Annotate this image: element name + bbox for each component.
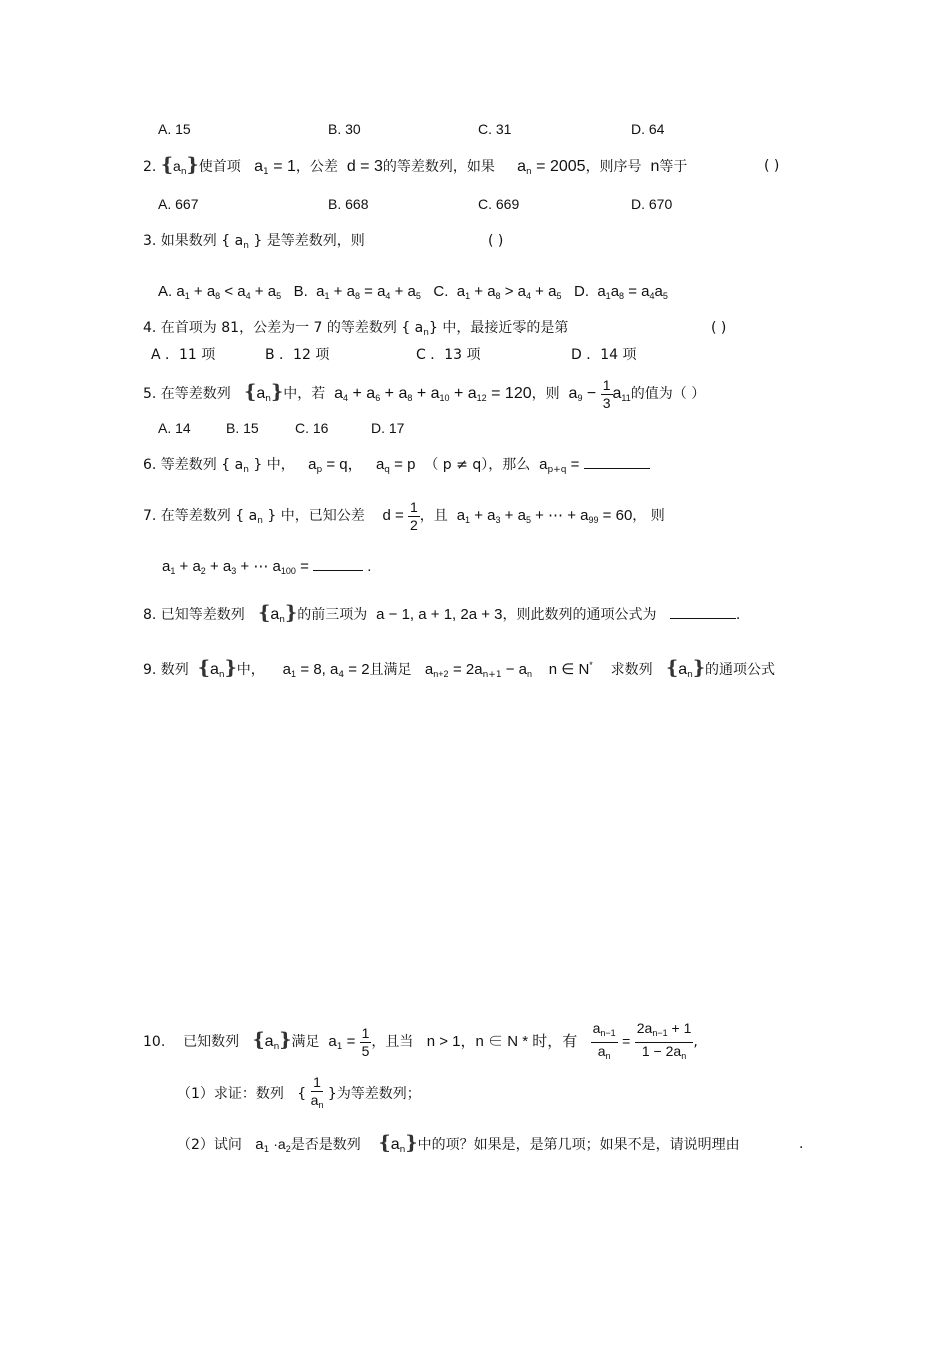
q6-stem: 6. 等差数列 { $a_n$ } 中， $a_p = q$， $a_q = p$ （ p ≠ q），那么 $a_{p+q}$ =	[143, 454, 650, 480]
q8-answer-blank[interactable]	[670, 604, 736, 619]
q2-answer-paren: ( )	[764, 158, 780, 174]
q2-option-d: D. 670	[631, 196, 673, 212]
q4-answer-paren: ( )	[711, 320, 727, 336]
q3-option-d: D. $a_1a_8 = a_4a_5$	[573, 283, 668, 301]
q8-stem: 8. 已知等差数列 $\{a_n\}$的前三项为 a − 1, a + 1, 2a + 3，则此数列的通项公式为 .	[143, 602, 741, 625]
q10-part1: （1）求证：数列 { $\frac{1}{a_n}$ }为等差数列；	[177, 1072, 421, 1116]
q7-answer-blank[interactable]	[313, 556, 363, 571]
q4-option-d: D ．14 项	[571, 347, 637, 363]
q1-option-b: B. 30	[328, 121, 361, 137]
q5-option-d: D. 17	[371, 420, 405, 436]
q10-stem: 10. 已知数列 $\{a_n\}$满足 $a_1$ = $\frac{1}{5}$ ，且当 n > 1，n ∈ N * 时，有 $\frac{a_{n-1}}{a_n}$ = $\frac{2a_{n-1} + 1}{1 - 2a_n}$ ,	[143, 1018, 698, 1069]
q7-fraction: $\frac{1}{2}$	[409, 498, 418, 533]
q5-fraction: $\frac{1}{3}$	[602, 376, 611, 411]
q10-fraction-1: $\frac{1}{5}$	[361, 1024, 370, 1059]
q7-sum2-expr: $a_1 + a_2 + a_3$ + ⋯ $a_{100}$	[162, 558, 296, 576]
q10-fraction-2: $\frac{a_{n-1}}{a_n}$	[592, 1019, 616, 1061]
q1-option-d: D. 64	[631, 121, 665, 137]
q5-option-a: A. 14	[158, 420, 191, 436]
q2-stem: 2. $\{a_n\}$使首项 $a_1 = 1$，公差 d = 3的等差数列，如果 $a_n = 2005$，则序号 n等于	[143, 154, 688, 177]
q5-stem: 5. 在等差数列 $\{a_n\}$中，若 $a_4 + a_6 + a_8 + a_{10} + a_{12} = 120$，则 $a_9$ − $\frac{1}{3}$ $a_{11}$的值为（ ）	[143, 376, 706, 411]
q2-option-b: B. 668	[328, 196, 369, 212]
q3-option-c: C. $a_1 + a_8 > a_4 + a_5$	[433, 283, 562, 301]
q1-option-a: A. 15	[158, 121, 191, 137]
q3-options	[158, 282, 668, 306]
q3-stem: 3. 如果数列 { $a_n$ } 是等差数列，则	[143, 233, 365, 251]
q10-fraction-3: $\frac{2a_{n-1} + 1}{1 - 2a_n}$	[636, 1019, 692, 1061]
q5-sum-expr: $a_4 + a_6 + a_8 + a_{10} + a_{12}$	[334, 385, 487, 403]
q5-option-b: B. 15	[226, 420, 259, 436]
q3-option-a: A. $a_1 + a_8 < a_4 + a_5$	[158, 283, 282, 301]
q5-option-c: C. 16	[295, 420, 329, 436]
q10-part2-period: .	[799, 1136, 804, 1152]
q6-answer-blank[interactable]	[584, 454, 650, 469]
q3-answer-paren: ( )	[488, 233, 504, 249]
q3-option-b: B. $a_1 + a_8 = a_4 + a_5$	[293, 283, 421, 301]
q7-stem: 7. 在等差数列 { $a_n$ } 中，已知公差 d = $\frac{1}{2}$ ，且 $a_1 + a_3 + a_5$ + ⋯ + $a_{99} = 60$， 则	[143, 498, 665, 533]
q7-line2: $a_1 + a_2 + a_3$ + ⋯ $a_{100}$ = .	[162, 558, 372, 576]
q4-option-a: A ．11 项	[151, 347, 216, 363]
q7-sum-expr: $a_1 + a_3 + a_5$ + ⋯ + $a_{99}$	[456, 507, 599, 525]
q10-part2: （2）试问 $a_1 \cdot a_2$是否是数列 $\{a_n\}$中的项？如果是，是第几项；如果不是，请说明理由	[177, 1132, 740, 1155]
q4-option-c: C ．13 项	[416, 347, 481, 363]
q2-option-a: A. 667	[158, 196, 199, 212]
q2-option-c: C. 669	[478, 196, 520, 212]
q10-part1-fraction: $\frac{1}{a_n}$	[310, 1074, 324, 1110]
q4-stem: 4. 在首项为 81，公差为一 7 的等差数列 { $a_n$} 中，最接近零的是第	[143, 320, 569, 338]
q4-option-b: B ．12 项	[265, 347, 330, 363]
q9-stem: 9. 数列 $\{a_n\}$中， $a_1 = 8$, $a_4 = 2$且满足 $a_{n+2} = 2a_{n+1} - a_n$ n ∈ N* 求数列 $\{a_n\}$的通项公式	[143, 657, 776, 680]
q1-option-c: C. 31	[478, 121, 512, 137]
